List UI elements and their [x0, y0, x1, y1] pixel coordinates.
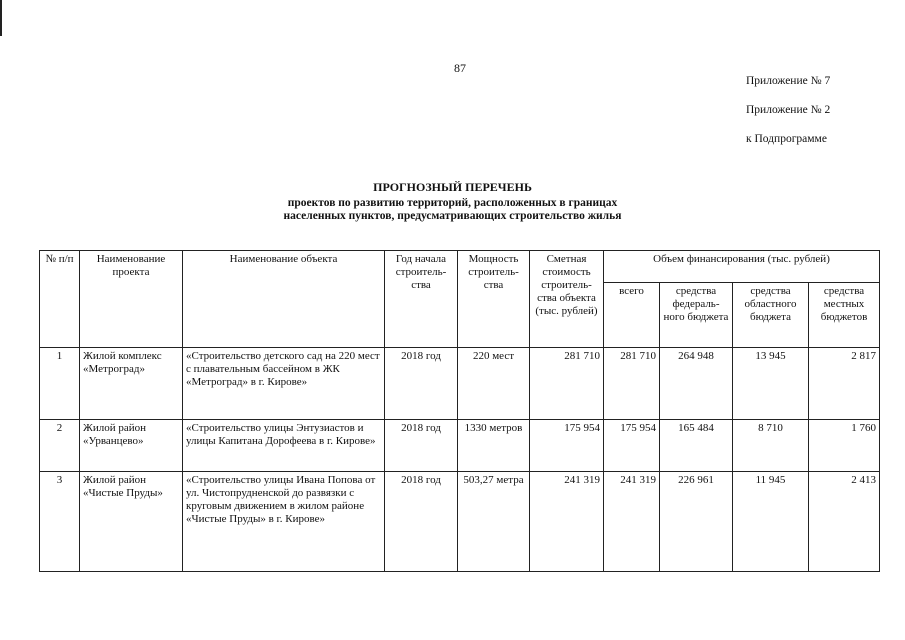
header-local: средства местных бюджетов	[809, 283, 880, 348]
header-object: Наименование объекта	[183, 251, 385, 348]
row-regional: 13 945	[733, 348, 809, 420]
table-row	[40, 472, 880, 572]
table-row	[40, 420, 880, 472]
row-local: 2 413	[809, 472, 880, 572]
row-federal: 165 484	[660, 420, 733, 472]
row-year: 2018 год	[385, 420, 458, 472]
subtitle-line-1: проектов по развитию территорий, расположенных в границах	[287, 197, 618, 209]
row-project: Жилой район «Чистые Пруды»	[80, 472, 183, 572]
table-header-row	[40, 251, 880, 283]
header-financing: Объем финансирования (тыс. рублей)	[604, 251, 880, 283]
page-edge-mark	[0, 0, 2, 36]
appendix-line-3: к Подпрограмме	[746, 133, 827, 145]
row-year: 2018 год	[385, 348, 458, 420]
appendix-line-2: Приложение № 2	[746, 104, 831, 116]
row-capacity: 1330 метров	[458, 420, 530, 472]
table-row	[40, 348, 880, 420]
appendix-line-1: Приложение № 7	[746, 75, 831, 87]
row-regional: 11 945	[733, 472, 809, 572]
row-capacity: 220 мест	[458, 348, 530, 420]
row-project: Жилой район «Урванцево»	[80, 420, 183, 472]
row-total: 281 710	[604, 348, 660, 420]
header-project: Наименование проекта	[80, 251, 183, 348]
row-year: 2018 год	[385, 472, 458, 572]
subtitle-line-2: населенных пунктов, предусматривающих строительство жилья	[283, 210, 622, 222]
row-cost: 241 319	[530, 472, 604, 572]
row-num: 3	[40, 472, 80, 572]
row-num: 2	[40, 420, 80, 472]
header-capacity: Мощность строитель-ства	[458, 251, 530, 348]
row-local: 1 760	[809, 420, 880, 472]
document-subtitle	[0, 197, 905, 223]
row-regional: 8 710	[733, 420, 809, 472]
row-object: «Строительство улицы Энтузиастов и улицы Капитана Дорофеева в г. Кирове»	[183, 420, 385, 472]
row-num: 1	[40, 348, 80, 420]
row-capacity: 503,27 метра	[458, 472, 530, 572]
row-total: 241 319	[604, 472, 660, 572]
document-title: ПРОГНОЗНЫЙ ПЕРЕЧЕНЬ	[373, 180, 532, 194]
header-federal: средства федераль-ного бюджета	[660, 283, 733, 348]
row-cost: 281 710	[530, 348, 604, 420]
financing-table	[39, 250, 880, 572]
row-total: 175 954	[604, 420, 660, 472]
row-object: «Строительство детского сад на 220 мест с плавательным бассейном в ЖК «Метроград» в г. Кирове»	[183, 348, 385, 420]
row-federal: 226 961	[660, 472, 733, 572]
header-cost: Сметная стоимость строитель-ства объекта (тыс. рублей)	[530, 251, 604, 348]
row-project: Жилой комплекс «Метроград»	[80, 348, 183, 420]
header-num: № п/п	[40, 251, 80, 348]
row-federal: 264 948	[660, 348, 733, 420]
header-regional: средства областного бюджета	[733, 283, 809, 348]
page-number: 87	[454, 61, 466, 75]
row-cost: 175 954	[530, 420, 604, 472]
header-total: всего	[604, 283, 660, 348]
header-year: Год начала строитель-ства	[385, 251, 458, 348]
row-object: «Строительство улицы Ивана Попова от ул. Чистопрудненской до развязки с круговым движением в жилом районе «Чистые Пруды» в г. Кирове»	[183, 472, 385, 572]
row-local: 2 817	[809, 348, 880, 420]
